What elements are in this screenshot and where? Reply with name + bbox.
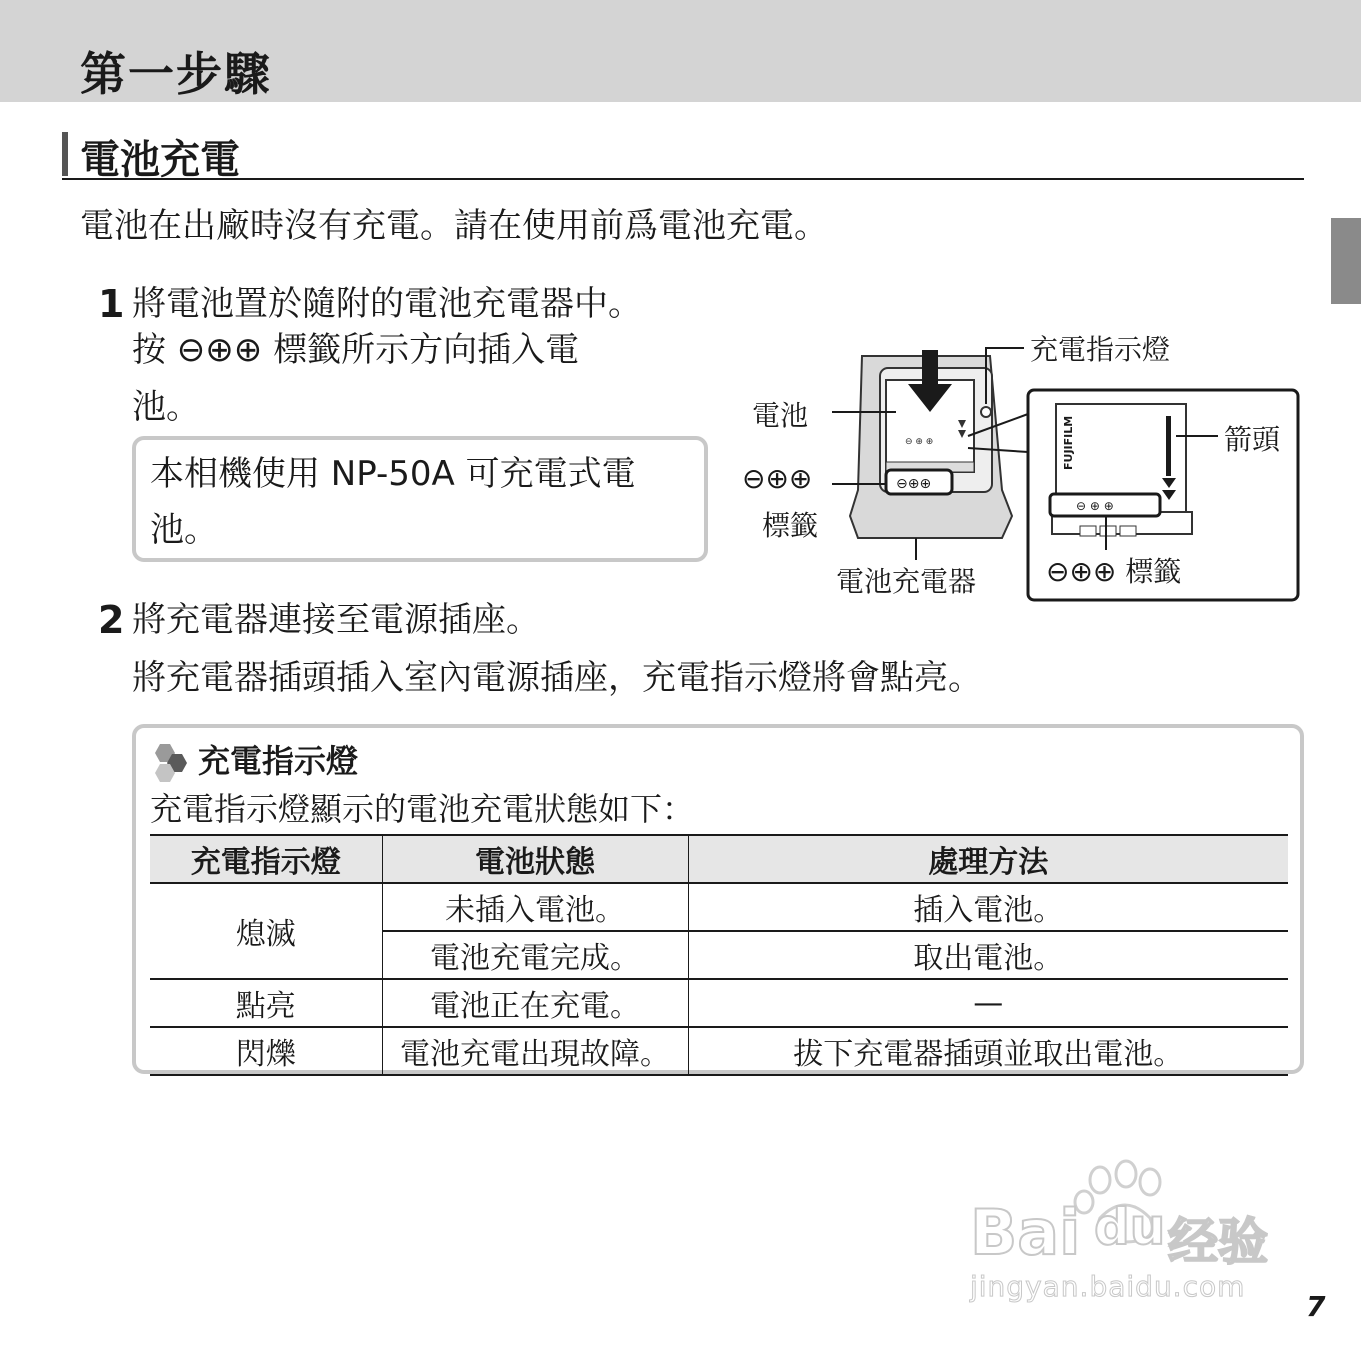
table-cell: 取出電池。 — [688, 931, 1288, 979]
page-number: 7 — [1306, 1290, 1326, 1323]
step-2-body: 將充電器插頭插入室內電源插座，充電指示燈將會點亮。 — [132, 658, 982, 698]
info-box-charge-lamp — [132, 724, 1304, 1074]
chapter-title: 第一步驟 — [80, 47, 272, 101]
table-cell: 熄滅 — [150, 883, 382, 979]
step-1-body — [132, 322, 579, 436]
note-line: 池。 — [150, 510, 218, 550]
table-row — [150, 883, 1288, 931]
table-header: 處理方法 — [688, 835, 1288, 883]
hexagon-icon — [150, 742, 190, 782]
note-line: 本相機使用 NP-50A 可充電式電 — [150, 454, 636, 494]
table-cell: 點亮 — [150, 979, 382, 1027]
watermark-suffix: 经验 — [1168, 1213, 1268, 1271]
table-cell: 閃爍 — [150, 1027, 382, 1075]
table-row — [150, 1027, 1288, 1075]
table-cell: — — [688, 979, 1288, 1027]
watermark-brand-du: du — [1094, 1198, 1166, 1256]
step-2-number: 2 — [98, 598, 125, 642]
step-2-title: 將充電器連接至電源插座。 — [132, 600, 540, 640]
label-tag: 標籤 — [762, 509, 819, 542]
status-table — [150, 834, 1288, 1076]
step-1-title: 將電池置於隨附的電池充電器中。 — [132, 284, 642, 324]
table-header: 充電指示燈 — [150, 835, 382, 883]
baidu-watermark — [960, 1158, 1290, 1308]
section-title: 電池充電 — [80, 137, 240, 183]
label-charger: 電池充電器 — [836, 565, 977, 598]
section-bar — [62, 132, 68, 176]
table-cell: 未插入電池。 — [382, 883, 688, 931]
info-title: 充電指示燈 — [198, 742, 359, 780]
section-heading — [62, 128, 1304, 183]
table-cell: 拔下充電器插頭並取出電池。 — [688, 1027, 1288, 1075]
svg-text:⊖ ⊕ ⊕: ⊖ ⊕ ⊕ — [1076, 499, 1114, 513]
step-1-note — [132, 436, 708, 562]
step-1-number: 1 — [98, 282, 125, 326]
label-charge-lamp: 充電指示燈 — [1030, 333, 1171, 366]
step-1-body-line: 按 ⊖⊕⊕ 標籤所示方向插入電 — [132, 330, 580, 370]
table-cell: 電池充電完成。 — [382, 931, 688, 979]
label-polarity-tag: ⊖⊕⊕ 標籤 — [1046, 550, 1181, 590]
info-description: 充電指示燈顯示的電池充電狀態如下： — [150, 790, 695, 828]
label-polarity: ⊖⊕⊕ — [742, 462, 813, 495]
table-header-row — [150, 835, 1288, 883]
charger-illustration — [740, 320, 1310, 610]
svg-text:⊖ ⊕ ⊕: ⊖ ⊕ ⊕ — [905, 437, 934, 447]
step-1-body-line: 池。 — [132, 387, 200, 427]
intro-text: 電池在出廠時沒有充電。請在使用前爲電池充電。 — [80, 206, 828, 246]
watermark-brand: Bai — [970, 1196, 1081, 1269]
table-cell: 電池充電出現故障。 — [382, 1027, 688, 1075]
label-arrow: 箭頭 — [1224, 423, 1281, 456]
table-row — [150, 979, 1288, 1027]
table-cell: 電池正在充電。 — [382, 979, 688, 1027]
watermark-url: jingyan.baidu.com — [970, 1270, 1246, 1303]
table-cell: 插入電池。 — [688, 883, 1288, 931]
charger-diagram — [740, 320, 1310, 610]
chapter-side-tab — [1331, 218, 1361, 304]
battery-brand-text: FUJIFILM — [1062, 415, 1075, 470]
label-battery: 電池 — [752, 399, 809, 432]
table-header: 電池狀態 — [382, 835, 688, 883]
svg-text:⊖⊕⊕: ⊖⊕⊕ — [896, 476, 932, 492]
